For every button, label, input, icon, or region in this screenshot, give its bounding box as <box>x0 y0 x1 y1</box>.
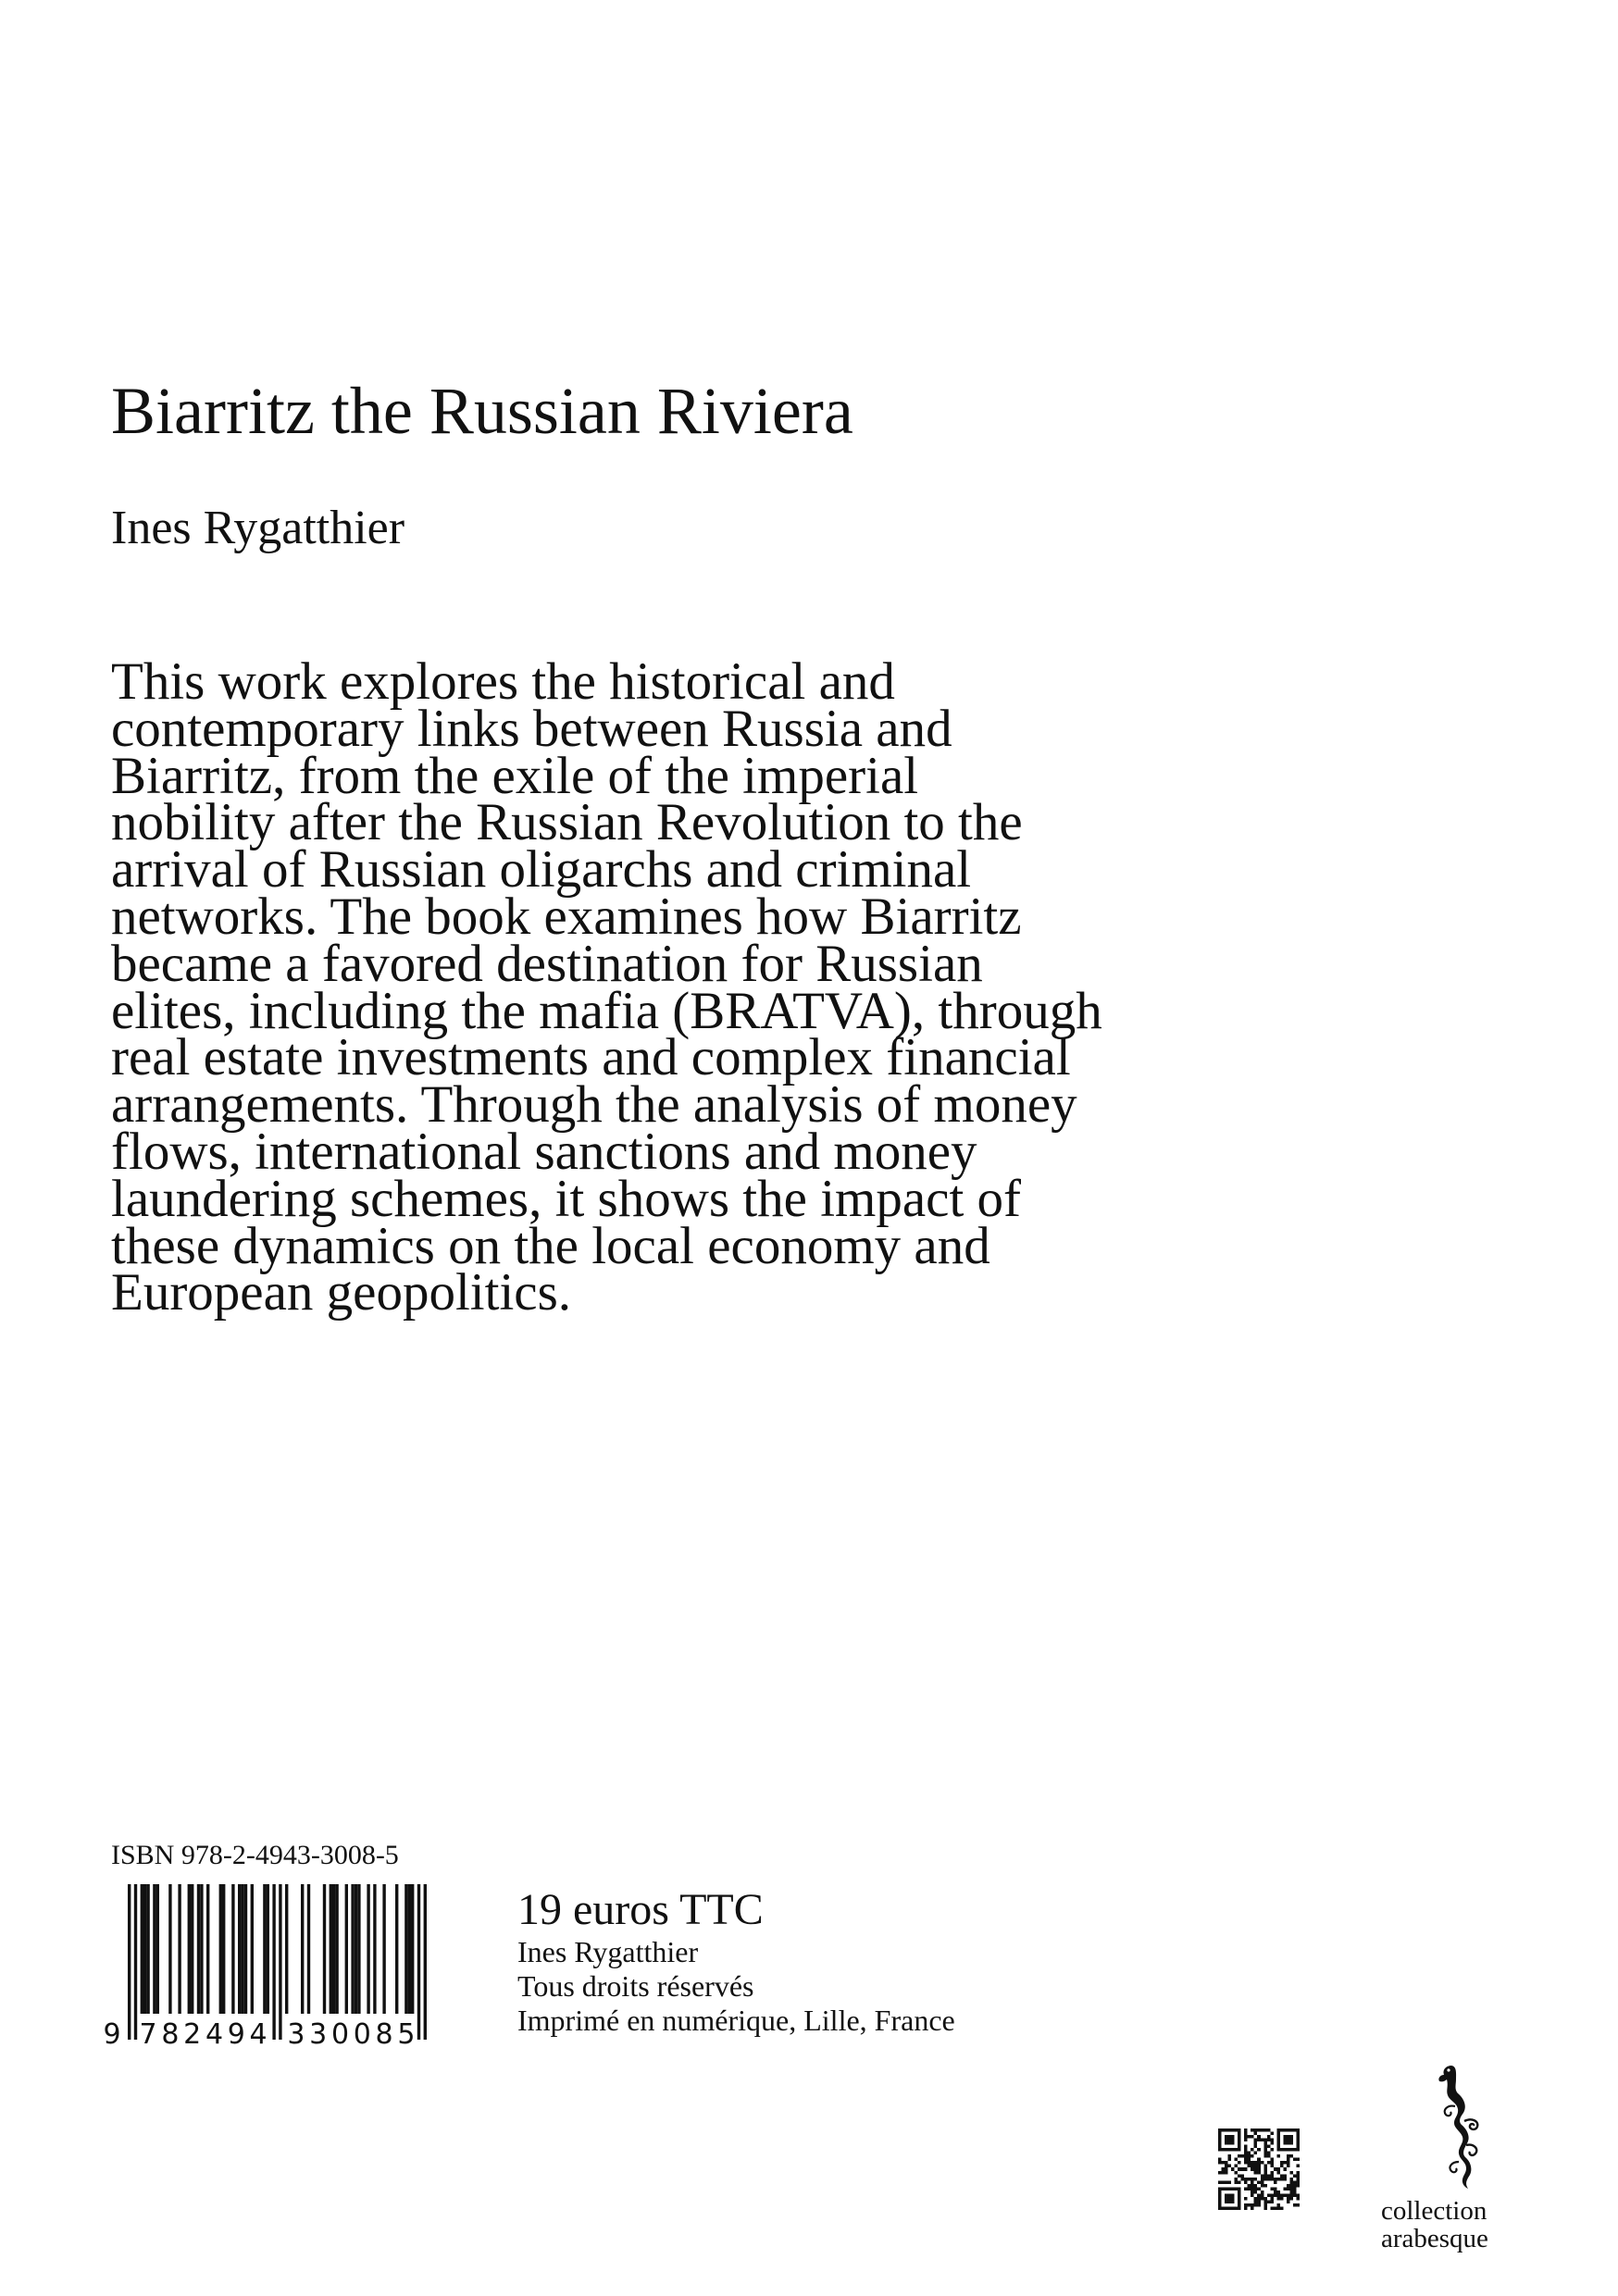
barcode-digit: 8 <box>161 2018 180 2047</box>
isbn-label: ISBN 978-2-4943-3008-5 <box>111 1840 399 1870</box>
barcode-bar <box>219 1884 222 2014</box>
barcode-bar <box>382 1884 385 2014</box>
barcode-bar <box>332 1884 335 2014</box>
barcode-bar <box>188 1884 191 2014</box>
qr-code-icon <box>1218 2128 1300 2210</box>
barcode-bar <box>206 1884 209 2014</box>
blurb-line: real estate investments and complex financial <box>111 1028 1071 1087</box>
barcode-bar <box>424 1884 427 2040</box>
blurb-line: European geopolitics. <box>111 1263 572 1322</box>
barcode-bar <box>251 1884 254 2014</box>
barcode-bar <box>197 1884 200 2014</box>
barcode-bar <box>345 1884 348 2014</box>
collection-name <box>1381 2197 1488 2253</box>
barcode-bar <box>330 1884 332 2014</box>
barcode-bar <box>128 1884 131 2040</box>
blurb-line: became a favored destination for Russian <box>111 934 983 993</box>
blurb-line: laundering schemes, it shows the impact of <box>111 1169 1022 1228</box>
barcode-bar <box>408 1884 411 2014</box>
blurb-line: arrangements. Through the analysis of money <box>111 1075 1077 1135</box>
barcode-bar <box>238 1884 241 2014</box>
barcode-bar <box>263 1884 266 2014</box>
barcode-bar <box>241 1884 243 2014</box>
barcode-bar <box>267 1884 269 2014</box>
publisher-logo <box>1370 2062 1555 2284</box>
barcode-bar <box>134 1884 137 2040</box>
imprint-block <box>517 1935 955 2038</box>
barcode-digit: 3 <box>309 2018 328 2047</box>
barcode-digit: 9 <box>227 2018 245 2047</box>
barcode-bar <box>153 1884 156 2014</box>
barcode-bar <box>143 1884 146 2014</box>
imprint-author: Ines Rygatthier <box>517 1935 699 1968</box>
blurb-line: contemporary links between Russia and <box>111 699 952 758</box>
blurb-line: elites, including the mafia (BRATVA), through <box>111 981 1102 1040</box>
book-author: Ines Rygatthier <box>111 502 405 554</box>
blurb-line: these dynamics on the local economy and <box>111 1216 990 1275</box>
barcode-bar <box>351 1884 354 2014</box>
barcode-digit: 4 <box>205 2018 224 2047</box>
barcode-bar <box>285 1884 288 2014</box>
blurb-line: nobility after the Russian Revolution to the <box>111 793 1023 852</box>
barcode-digit: 4 <box>249 2018 268 2047</box>
imprint-rights: Tous droits réservés <box>517 1969 754 2003</box>
blurb-line: Biarritz, from the exile of the imperial <box>111 746 919 805</box>
imprint-printing: Imprimé en numérique, Lille, France <box>517 2004 955 2037</box>
barcode-digit: 0 <box>353 2018 371 2047</box>
barcode-bar <box>323 1884 326 2014</box>
blurb-line: networks. The book examines how Biarritz <box>111 887 1022 946</box>
barcode-bar <box>417 1884 420 2040</box>
barcode-bar <box>141 1884 143 2014</box>
barcode-bar <box>307 1884 310 2014</box>
barcode-bar <box>178 1884 180 2014</box>
book-title: Biarritz the Russian Riviera <box>111 374 853 448</box>
barcode-digit: 9 <box>103 2018 121 2047</box>
barcode-digit: 5 <box>397 2018 416 2047</box>
barcode-bar <box>355 1884 357 2014</box>
collection-line-2: arabesque <box>1381 2224 1488 2253</box>
barcode-bar <box>222 1884 225 2014</box>
barcode-digit: 2 <box>183 2018 202 2047</box>
barcode-digit: 3 <box>287 2018 305 2047</box>
barcode-bar <box>191 1884 193 2014</box>
barcode-bar <box>231 1884 234 2014</box>
barcode-bar <box>357 1884 360 2014</box>
barcode-bar <box>335 1884 338 2014</box>
barcode-bar <box>200 1884 203 2014</box>
seahorse-logo-icon <box>1424 2062 1488 2191</box>
blurb-line: flows, international sanctions and money <box>111 1122 977 1181</box>
barcode-digit: 7 <box>139 2018 157 2047</box>
barcode-bar <box>395 1884 398 2014</box>
book-blurb <box>111 652 1277 1322</box>
barcode-bar <box>156 1884 159 2014</box>
barcode-bar <box>146 1884 149 2014</box>
blurb-line: This work explores the historical and <box>111 652 895 711</box>
barcode-bar <box>272 1884 275 2040</box>
barcode <box>102 1884 465 2047</box>
barcode-bar <box>367 1884 369 2014</box>
barcode-bar <box>373 1884 376 2014</box>
barcode-digit: 0 <box>330 2018 350 2047</box>
barcode-bar <box>411 1884 414 2014</box>
barcode-bar <box>168 1884 171 2014</box>
collection-line-1: collection <box>1381 2196 1487 2226</box>
barcode-bar <box>404 1884 407 2014</box>
barcode-bar <box>279 1884 281 2040</box>
barcode-digit: 8 <box>375 2018 393 2047</box>
barcode-graphic <box>102 1884 465 2047</box>
barcode-bar <box>301 1884 304 2014</box>
barcode-bar <box>244 1884 247 2014</box>
price-label: 19 euros TTC <box>517 1885 764 1934</box>
blurb-line: arrival of Russian oligarchs and criminal <box>111 840 972 900</box>
